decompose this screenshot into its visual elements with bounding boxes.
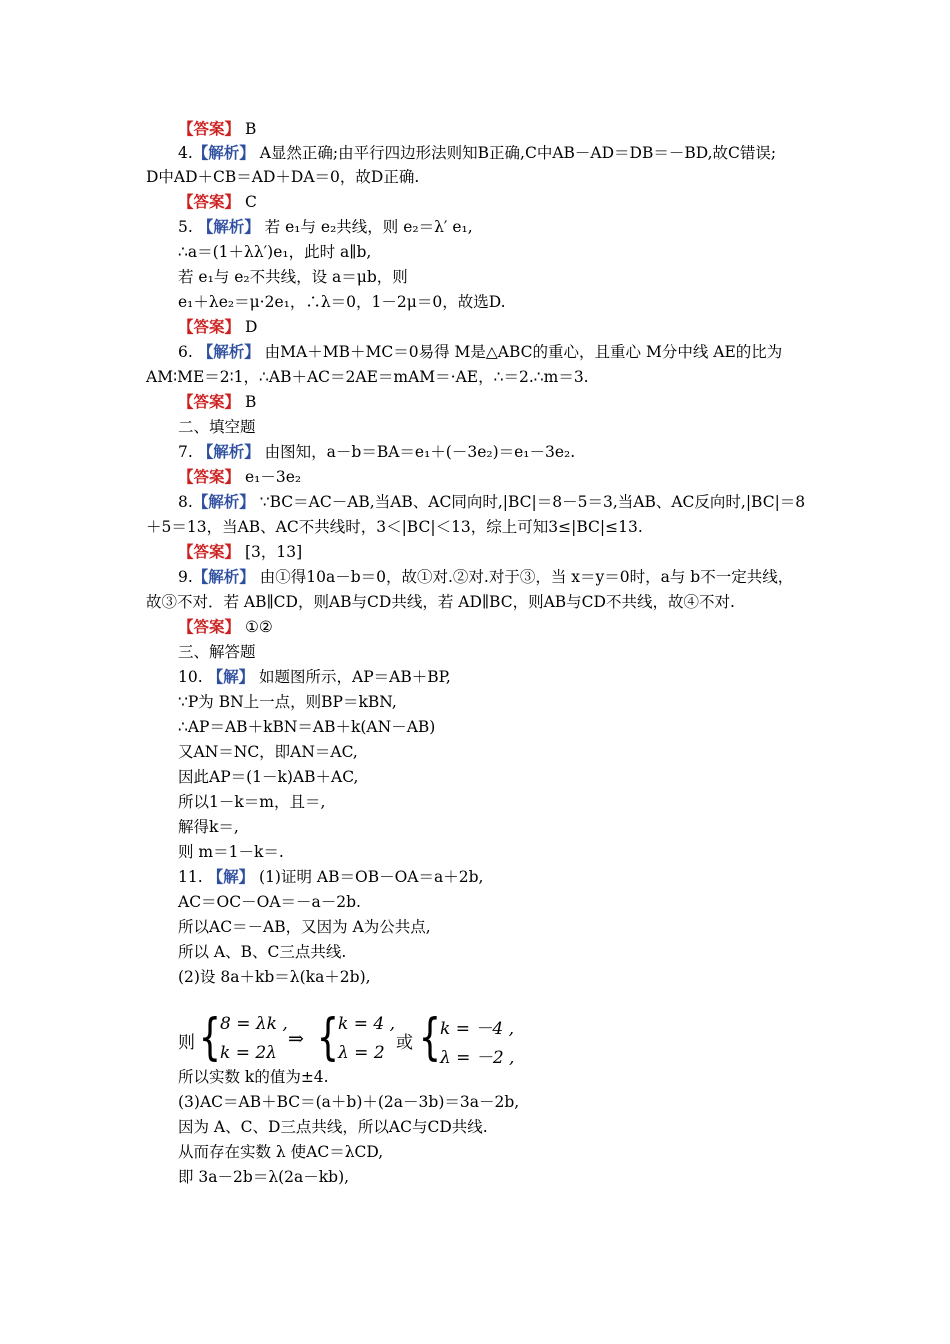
- line-text: 故③不对．若 AB∥CD，则AB与CD共线，若 AD∥BC，则AB与CD不共线，故④不对.: [146, 593, 735, 611]
- line-text: 因此AP＝(1－k)AB＋AC,: [178, 768, 359, 786]
- line-text: ∴AP＝AB＋kBN＝AB＋k(AN－AB): [178, 718, 436, 736]
- line-text: 10.: [178, 668, 208, 686]
- implies-symbol: ⇒: [288, 1028, 304, 1050]
- line-text: 即 3a－2b＝λ(2a－kb),: [178, 1168, 350, 1186]
- text-line-e9a: [0, 566, 950, 588]
- line-text: 所以1－k＝m，且＝,: [178, 793, 326, 811]
- system-left-row-1: 8 = λk ,: [220, 1014, 288, 1034]
- system-prefix: 则: [178, 1033, 195, 1053]
- line-text: A显然正确;由平行四边形法则知B正确,C中AB－AD＝DB＝－BD,故C错误;: [254, 144, 777, 162]
- line-text: D中AD＋CB＝AD＋DA＝0，故D正确.: [146, 168, 420, 186]
- system-mid-row-1: k = 4 ,: [338, 1014, 395, 1034]
- text-line-q11i: [0, 1116, 950, 1138]
- text-line-e7: [0, 441, 950, 463]
- analysis-tag: 【解】: [207, 867, 255, 886]
- text-line-a8: [0, 541, 950, 563]
- line-text: 11.: [178, 868, 208, 886]
- line-text: (1)证明 AB＝OB－OA＝a＋2b,: [254, 868, 484, 886]
- text-line-q10a: [0, 666, 950, 688]
- line-text: e₁－3e₂: [240, 468, 302, 486]
- line-text: [3，13]: [240, 543, 303, 561]
- equation-system: [178, 1010, 738, 1070]
- line-text: 9.: [178, 568, 193, 586]
- text-line-q10e: [0, 766, 950, 788]
- line-text: 二、填空题: [178, 418, 256, 436]
- system-right-row-1: k = －4 ,: [440, 1019, 514, 1039]
- text-line-a3: [0, 118, 950, 140]
- text-line-e5b: [0, 241, 950, 263]
- text-line-e4a: [0, 142, 950, 164]
- line-text: 5.: [178, 218, 198, 236]
- line-text: 则 m＝1－k＝.: [178, 843, 284, 861]
- system-mid-row-2: λ = 2: [338, 1043, 385, 1063]
- line-text: D: [240, 318, 258, 336]
- answer-tag: 【答案】: [178, 119, 241, 138]
- text-line-q10d: [0, 741, 950, 763]
- line-text: AM∶ME＝2∶1，∴AB＋AC＝2AE＝mAM＝·AE，∴＝2.∴m＝3.: [146, 368, 589, 386]
- line-text: C: [240, 193, 257, 211]
- text-line-q10h: [0, 841, 950, 863]
- text-line-q11k: [0, 1166, 950, 1188]
- line-text: 所以实数 k的值为±4.: [178, 1068, 329, 1086]
- analysis-tag: 【解析】: [192, 492, 255, 511]
- line-text: B: [240, 393, 257, 411]
- line-text: (3)AC＝AB＋BC＝(a＋b)＋(2a－3b)＝3a－2b,: [178, 1093, 520, 1111]
- line-text: ∵P为 BN上一点，则BP＝kBN,: [178, 693, 397, 711]
- line-text: 4.: [178, 144, 193, 162]
- line-text: ∵BC＝AC－AB,当AB、AC同向时,|BC|＝8－5＝3,当AB、AC反向时,|BC|＝8: [254, 493, 806, 511]
- line-text: 7.: [178, 443, 198, 461]
- line-text: 因为 A、C、D三点共线，所以AC与CD共线.: [178, 1118, 488, 1136]
- answer-tag: 【答案】: [178, 192, 241, 211]
- text-line-q10b: [0, 691, 950, 713]
- text-line-q10g: [0, 816, 950, 838]
- line-text: 由图知，a－b＝BA＝e₁＋(－3e₂)＝e₁－3e₂.: [259, 443, 576, 461]
- line-text: AC＝OC－OA＝－a－2b.: [178, 893, 361, 911]
- left-brace: {: [198, 1008, 222, 1066]
- answer-tag: 【答案】: [178, 617, 241, 636]
- text-line-e8a: [0, 491, 950, 513]
- system-left-row-2: k = 2λ: [220, 1043, 277, 1063]
- line-text: B: [240, 120, 257, 138]
- line-text: ①②: [240, 618, 273, 636]
- text-line-q11d: [0, 941, 950, 963]
- answer-tag: 【答案】: [178, 542, 241, 561]
- text-line-e6a: [0, 341, 950, 363]
- answer-tag: 【答案】: [178, 317, 241, 336]
- analysis-tag: 【解析】: [197, 217, 260, 236]
- analysis-tag: 【解析】: [197, 442, 260, 461]
- line-text: 所以 A、B、C三点共线.: [178, 943, 347, 961]
- text-line-e5d: [0, 291, 950, 313]
- right-brace: {: [418, 1008, 442, 1066]
- line-text: 由MA＋MB＋MC＝0易得 M是△ABC的重心，且重心 M分中线 AE的比为: [259, 343, 783, 361]
- analysis-tag: 【解】: [207, 667, 255, 686]
- text-line-e9b: [0, 591, 950, 613]
- answer-tag: 【答案】: [178, 467, 241, 486]
- text-line-s2: [0, 416, 950, 438]
- text-line-a6: [0, 391, 950, 413]
- text-line-q11j: [0, 1141, 950, 1163]
- text-line-e8b: [0, 516, 950, 538]
- text-line-q11c: [0, 916, 950, 938]
- line-text: 从而存在实数 λ 使AC＝λCD,: [178, 1143, 384, 1161]
- line-text: e₁＋λe₂＝μ·2e₁，∴λ＝0，1－2μ＝0，故选D.: [178, 293, 506, 311]
- text-line-a7: [0, 466, 950, 488]
- line-text: 若 e₁与 e₂不共线，设 a＝μb，则: [178, 268, 408, 286]
- text-line-s3: [0, 641, 950, 663]
- line-text: 6.: [178, 343, 198, 361]
- analysis-tag: 【解析】: [192, 567, 255, 586]
- line-text: 所以AC＝－AB，又因为 A为公共点,: [178, 918, 431, 936]
- mid-brace: {: [316, 1008, 340, 1066]
- or-label: 或: [396, 1033, 413, 1053]
- answer-tag: 【答案】: [178, 392, 241, 411]
- text-line-q11b: [0, 891, 950, 913]
- line-text: 若 e₁与 e₂共线，则 e₂＝λ′ e₁,: [259, 218, 473, 236]
- analysis-tag: 【解析】: [192, 143, 255, 162]
- text-line-a4: [0, 191, 950, 213]
- text-line-e6b: [0, 366, 950, 388]
- line-text: 三、解答题: [178, 643, 256, 661]
- text-line-e5a: [0, 216, 950, 238]
- line-text: ＋5＝13，当AB、AC不共线时，3＜|BC|＜13，综上可知3≤|BC|≤13.: [146, 518, 643, 536]
- analysis-tag: 【解析】: [197, 342, 260, 361]
- text-line-a9: [0, 616, 950, 638]
- line-text: 8.: [178, 493, 193, 511]
- text-line-a5: [0, 316, 950, 338]
- system-right-row-2: λ = －2 ,: [440, 1048, 515, 1068]
- line-text: 由①得10a－b＝0，故①对.②对.对于③，当 x＝y＝0时，a与 b不一定共线，: [254, 568, 794, 586]
- line-text: 解得k＝,: [178, 818, 239, 836]
- line-text: ∴a＝(1＋λλ′)e₁，此时 a∥b,: [178, 243, 372, 261]
- text-line-q11e: [0, 966, 950, 988]
- text-line-q10c: [0, 716, 950, 738]
- line-text: (2)设 8a＋kb＝λ(ka＋2b),: [178, 968, 371, 986]
- text-line-e4b: [0, 166, 950, 188]
- text-line-e5c: [0, 266, 950, 288]
- text-line-q11h: [0, 1091, 950, 1113]
- line-text: 又AN＝NC，即AN＝AC,: [178, 743, 358, 761]
- text-line-q10f: [0, 791, 950, 813]
- text-line-q11a: [0, 866, 950, 888]
- line-text: 如题图所示，AP＝AB＋BP,: [254, 668, 451, 686]
